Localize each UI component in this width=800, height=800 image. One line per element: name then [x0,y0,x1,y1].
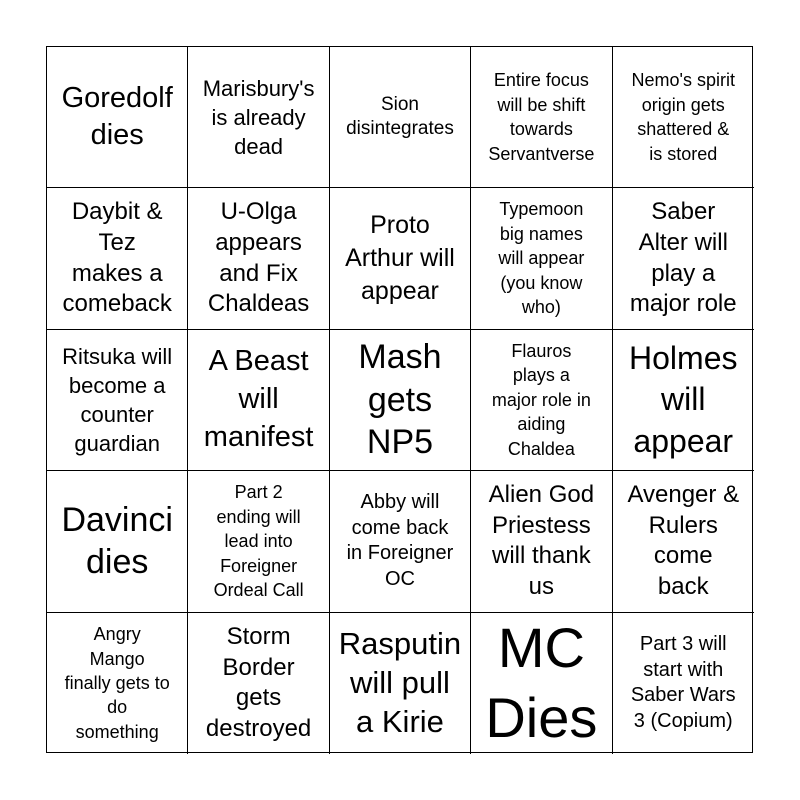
bingo-cell [47,471,188,612]
cell-text: Mash gets NP5 [358,338,442,462]
cell-text: Proto Arthur will appear [345,211,455,306]
bingo-cell [471,613,612,754]
cell-text: Sion disintegrates [346,93,454,140]
cell-text: Davinci dies [61,500,173,582]
cell-text: U-Olga appears and Fix Chaldeas [207,198,310,318]
bingo-cell [330,471,471,612]
cell-text: Flauros plays a major role in aiding Chaldea [491,340,591,459]
cell-text: A Beast will manifest [203,345,314,453]
cell-text: Abby will come back in Foreigner OC [346,491,454,590]
cell-text: Holmes will appear [629,339,738,459]
bingo-cell [613,471,754,612]
cell-text: Alien God Priestess will thank us [488,480,595,601]
bingo-cell [188,330,329,471]
bingo-cell [330,330,471,471]
cell-text: Daybit & Tez makes a comeback [62,198,172,318]
bingo-cell [330,188,471,329]
bingo-cell [188,471,329,612]
bingo-cell [471,47,612,188]
bingo-cell [330,47,471,188]
bingo-cell [613,188,754,329]
cell-text: Rasputin will pull a Kirie [338,626,462,739]
cell-text: Entire focus will be shift towards Servantverse [488,70,595,164]
bingo-cell [471,330,612,471]
cell-text: Angry Mango finally gets to do something [64,624,170,742]
bingo-cell [188,188,329,329]
cell-text: Part 3 will start with Saber Wars 3 (Copium) [630,633,736,732]
bingo-cell [613,47,754,188]
cell-text: Nemo's spirit origin gets shattered & is stored [631,70,735,164]
bingo-cell [47,330,188,471]
bingo-cell [47,188,188,329]
cell-text: MC Dies [485,616,598,750]
bingo-cell [188,47,329,188]
cell-text: Part 2 ending will lead into Foreigner Ordeal Call [213,482,304,601]
bingo-cell [330,613,471,754]
bingo-cell [47,613,188,754]
cell-text: Goredolf dies [61,81,173,152]
bingo-cell [613,330,754,471]
bingo-cell [471,188,612,329]
cell-text: Typemoon big names will appear (you know who) [498,199,585,318]
cell-text: Avenger & Rulers come back [627,480,740,601]
bingo-cell [613,613,754,754]
cell-text: Marisbury's is already dead [202,75,315,159]
cell-text: Ritsuka will become a counter guardian [62,343,173,456]
bingo-cell [47,47,188,188]
bingo-cell [188,613,329,754]
cell-text: Saber Alter will play a major role [629,198,737,318]
bingo-grid [46,46,753,753]
bingo-cell [471,471,612,612]
cell-text: Storm Border gets destroyed [205,622,312,742]
